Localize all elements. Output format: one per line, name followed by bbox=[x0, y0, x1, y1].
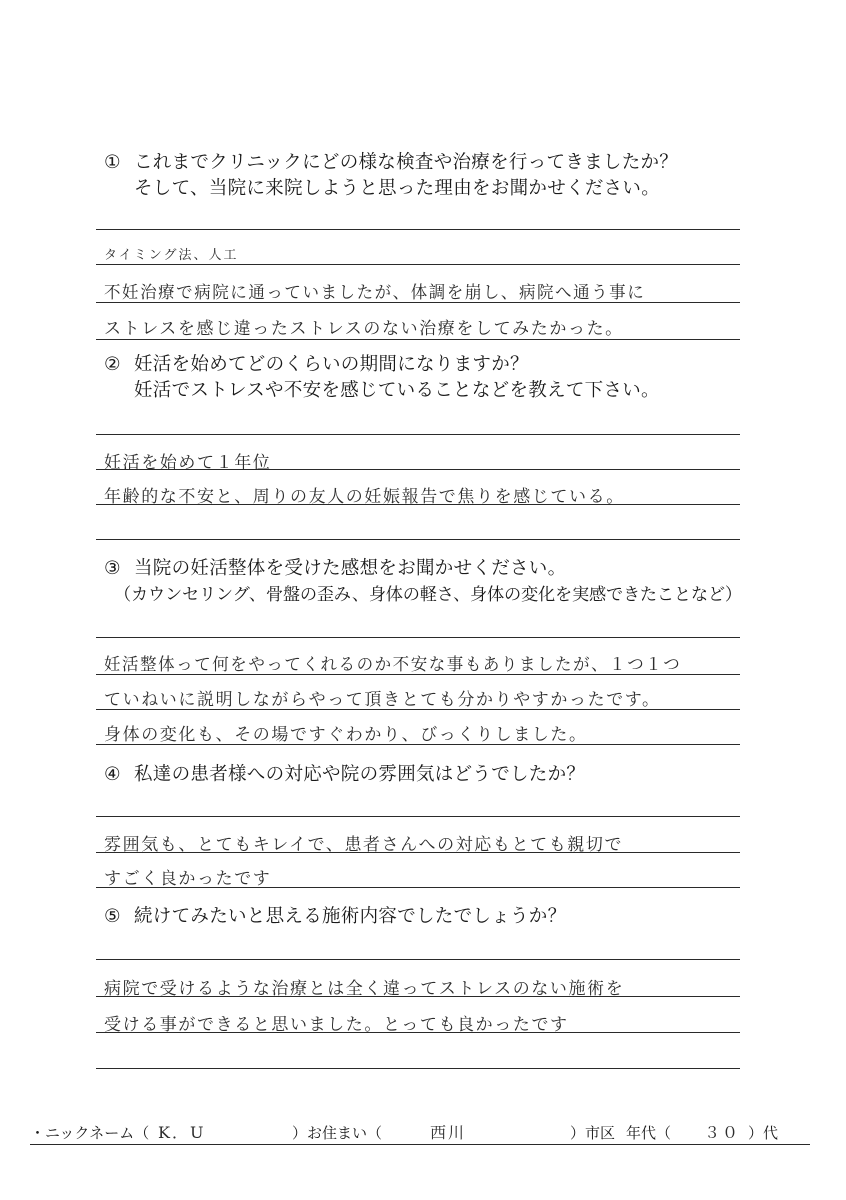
answer-text: すごく良かったです bbox=[104, 869, 272, 889]
answer-line bbox=[96, 302, 740, 303]
answer-line bbox=[96, 816, 740, 817]
answer-text: 病院で受けるような治療とは全く違ってストレスのない施術を bbox=[104, 979, 625, 999]
answer-text: 妊活を始めて１年位 bbox=[104, 453, 272, 473]
answer-line bbox=[96, 709, 740, 710]
nickname-value: K．U bbox=[158, 1123, 206, 1142]
answer-line bbox=[96, 434, 740, 435]
answer-text: ていねいに説明しながらやって頂きとても分かりやすかったです。 bbox=[104, 690, 661, 710]
question-text: 当院の妊活整体を受けた感想をお聞かせください。 bbox=[134, 558, 567, 579]
answer-text: 不妊治療で病院に通っていましたが、体調を崩し、病院へ通う事に bbox=[104, 283, 646, 303]
question-text: 妊活でストレスや不安を感じていることなどを教えて下さい。 bbox=[134, 380, 660, 401]
question-text: これまでクリニックにどの様な検査や治療を行ってきましたか？ bbox=[134, 152, 679, 173]
address-label: ）お住まい（ bbox=[292, 1124, 383, 1142]
city-label: ）市区 bbox=[570, 1124, 616, 1142]
answer-line bbox=[96, 637, 740, 638]
question-5 bbox=[104, 904, 804, 930]
answer-line bbox=[96, 539, 740, 540]
answer-text: タイミング法、人工 bbox=[104, 248, 239, 263]
question-text: そして、当院に来院しようと思った理由をお聞かせください。 bbox=[134, 178, 661, 199]
answer-line bbox=[96, 852, 740, 853]
question-text: 続けてみたいと思える施術内容でしたでしょうか？ bbox=[134, 906, 567, 927]
question-number: ③ bbox=[104, 558, 121, 579]
question-3 bbox=[104, 556, 804, 608]
answer-text: 身体の変化も、その場ですぐわかり、びっくりしました。 bbox=[104, 725, 588, 745]
answer-line bbox=[96, 504, 740, 505]
answer-line bbox=[96, 264, 740, 265]
question-4 bbox=[104, 762, 804, 788]
answer-text: 雰囲気も、とてもキレイで、患者さんへの対応もとても親切で bbox=[104, 835, 624, 855]
answer-line bbox=[96, 887, 740, 888]
answer-line bbox=[96, 1068, 740, 1069]
nickname-label: ・ニックネーム（ bbox=[30, 1124, 150, 1142]
footer-line bbox=[30, 1144, 810, 1145]
age-value: ３０ bbox=[704, 1123, 741, 1142]
answer-line bbox=[96, 1032, 740, 1033]
respondent-info bbox=[30, 1118, 810, 1146]
answer-line bbox=[96, 674, 740, 675]
question-text: 私達の患者様への対応や院の雰囲気はどうでしたか？ bbox=[134, 764, 586, 785]
question-1 bbox=[104, 150, 804, 202]
answer-text: 妊活整体って何をやってくれるのか不安な事もありましたが、１つ１つ bbox=[104, 655, 682, 675]
question-2 bbox=[104, 352, 804, 404]
question-number: ⑤ bbox=[104, 906, 121, 927]
answer-line bbox=[96, 469, 740, 470]
age-label: 年代（ bbox=[626, 1124, 672, 1142]
answer-line bbox=[96, 339, 740, 340]
question-number: ① bbox=[104, 152, 121, 173]
answer-line bbox=[96, 996, 740, 997]
answer-line bbox=[96, 959, 740, 960]
question-text: （カウンセリング、骨盤の歪み、身体の軽さ、身体の変化を実感できたことなど） bbox=[114, 585, 742, 605]
answer-text: 受ける事ができると思いました。とっても良かったです bbox=[104, 1015, 569, 1035]
address-value: 西川 bbox=[430, 1123, 467, 1142]
answer-line bbox=[96, 229, 740, 230]
answer-line bbox=[96, 744, 740, 745]
age-suffix: ）代 bbox=[748, 1124, 779, 1142]
question-number: ④ bbox=[104, 764, 121, 785]
answer-text: 年齢的な不安と、周りの友人の妊娠報告で焦りを感じている。 bbox=[104, 487, 625, 507]
question-text: 妊活を始めてどのくらいの期間になりますか？ bbox=[134, 354, 529, 375]
question-number: ② bbox=[104, 354, 121, 375]
answer-text: ストレスを感じ違ったストレスのない治療をしてみたかった。 bbox=[104, 319, 624, 339]
